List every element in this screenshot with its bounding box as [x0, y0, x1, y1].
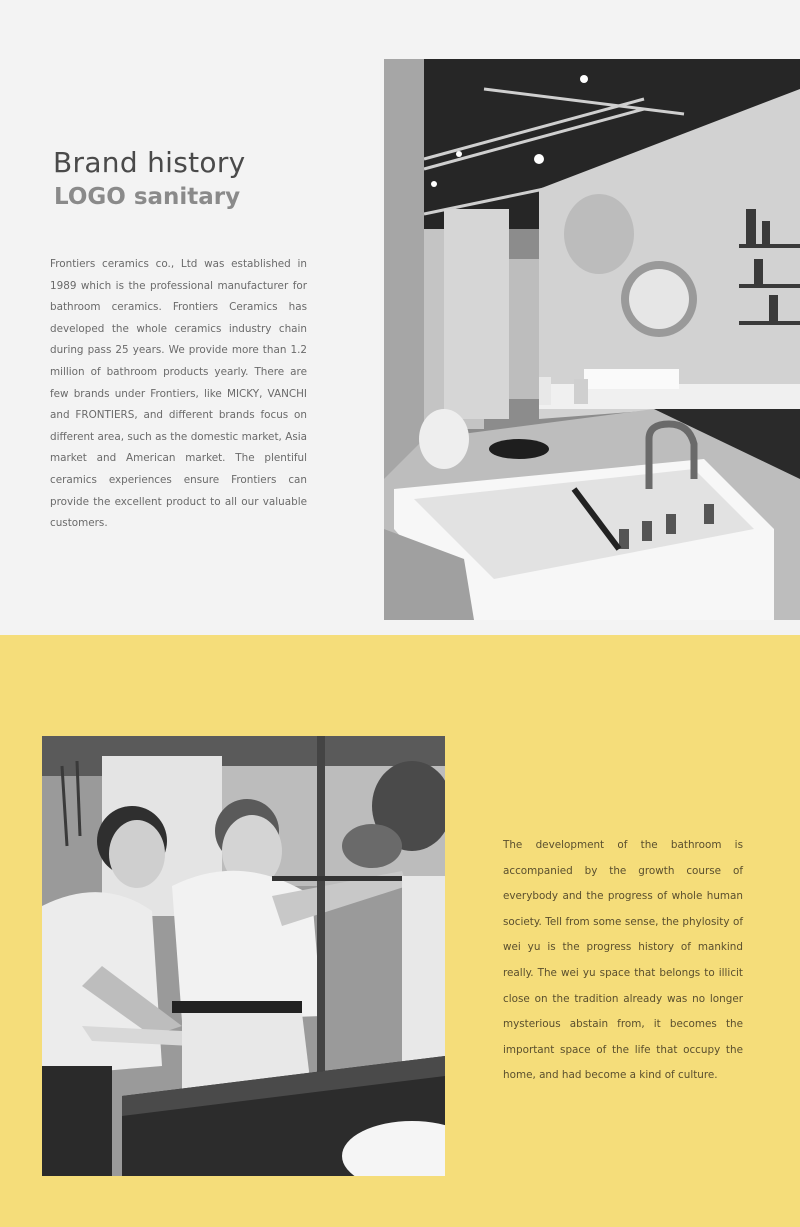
showroom-photo: [384, 59, 800, 620]
brand-description: Frontiers ceramics co., Ltd was established in 1989 which is the professional manufacturer for bathroom ceramics. Frontiers Ceramics has developed the whole ceramics industry chain during pass 25 years. We provide more than 1.2 million of bathroom products yearly. There are few brands under Frontiers, like MICKY, VANCHI and FRONTIERS, and different brands focus on different area, such as the domestic market, Asia market and American market. The plentiful ceramics experiences ensure Frontiers can provide the excellent product to all our valuable customers.: [50, 258, 307, 530]
development-description: The development of the bathroom is accompanied by the growth course of everybody and the progress of whole human society. Tell from some sense, the phylosity of wei yu is the progress history of mankind really. The wei yu space that belongs to illicit close on the tradition already was no longer mysterious abstain from, it becomes the important space of the life that occupy the home, and had become a kind of culture.: [503, 839, 743, 1082]
section-title: Brand history: [53, 146, 246, 179]
section-subtitle: LOGO sanitary: [54, 184, 241, 210]
craftsmen-photo: [42, 736, 445, 1176]
